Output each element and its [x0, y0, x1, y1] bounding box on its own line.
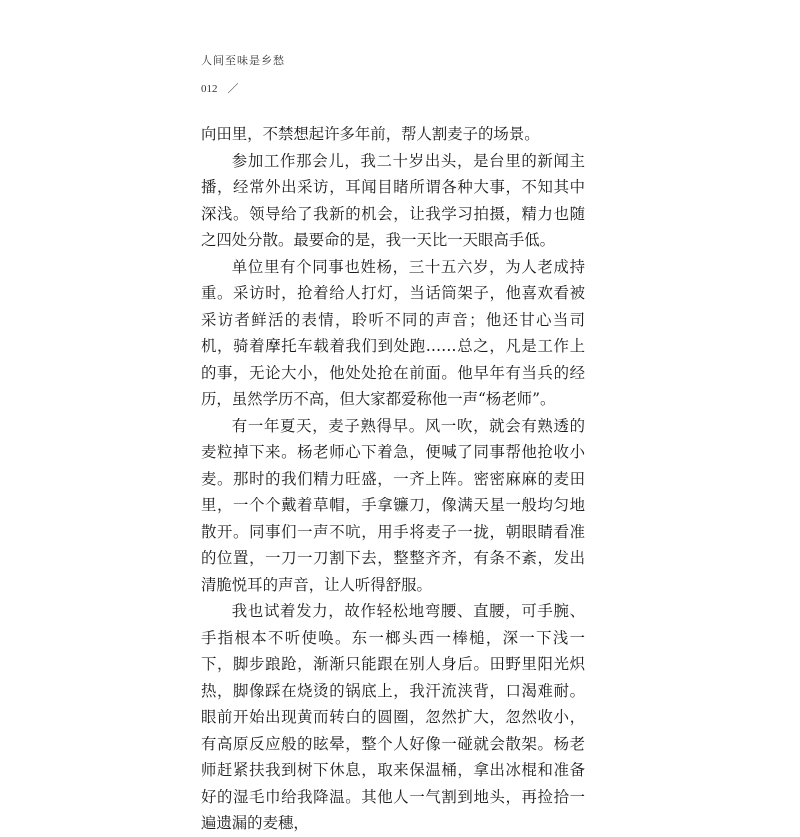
folio — [201, 80, 239, 96]
body-text — [201, 121, 585, 837]
paragraph: 我也试着发力，故作轻松地弯腰、直腰，可手腕、手指根本不听使唤。东一榔头西一棒槌，深一下浅一下，脚步踉跄，渐渐只能跟在别人身后。田野里阳光炽热，脚像踩在烧烫的锅底上，我汗流浃背，口渴难耐。眼前开始出现黄而转白的圆圈，忽然扩大，忽然收小，有高原反应般的眩晕，整个人好像一碰就会散架。杨老师赶紧扶我到树下休息，取来保温桶，拿出冰棍和准备好的湿毛巾给我降温。其他人一气割到地头，再捡拾一遍遗漏的麦穗， — [201, 602, 585, 832]
paragraph: 单位里有个同事也姓杨，三十五六岁，为人老成持重。采访时，抢着给人打灯，当话筒架子，他喜欢看被采访者鲜活的表情，聆听不同的声音；他还甘心当司机，骑着摩托车载着我们到处跑……总之，凡是工作上的事，无论大小，他处处抢在前面。他早年有当兵的经历，虽然学历不高，但大家都爱称他一声“杨老师”。 — [201, 257, 585, 408]
paragraph: 有一年夏天，麦子熟得早。风一吹，就会有熟透的麦粒掉下来。杨老师心下着急，便喊了同事帮他抢收小麦。那时的我们精力旺盛，一齐上阵。密密麻麻的麦田里，一个个戴着草帽，手拿镰刀，像满天星一般均匀地散开。同事们一声不吭，用手将麦子一拢，朝眼睛看准的位置，一刀一刀割下去，整整齐齐，有条不紊，发出清脆悦耳的声音，让人听得舒服。 — [201, 416, 585, 594]
paragraph-continuation: 向田里，不禁想起许多年前，帮人割麦子的场景。 — [201, 125, 540, 143]
running-title: 人间至味是乡愁 — [201, 54, 285, 67]
paragraph: 参加工作那会儿，我二十岁出头，是台里的新闻主播，经常外出采访，耳闻目睹所谓各种大事，不知其中深浅。领导给了我新的机会，让我学习拍摄，精力也随之四处分散。最要命的是，我一天比一天眼高手低。 — [201, 151, 585, 249]
folio-separator: ／ — [227, 83, 239, 95]
page-number: 012 — [201, 83, 218, 95]
